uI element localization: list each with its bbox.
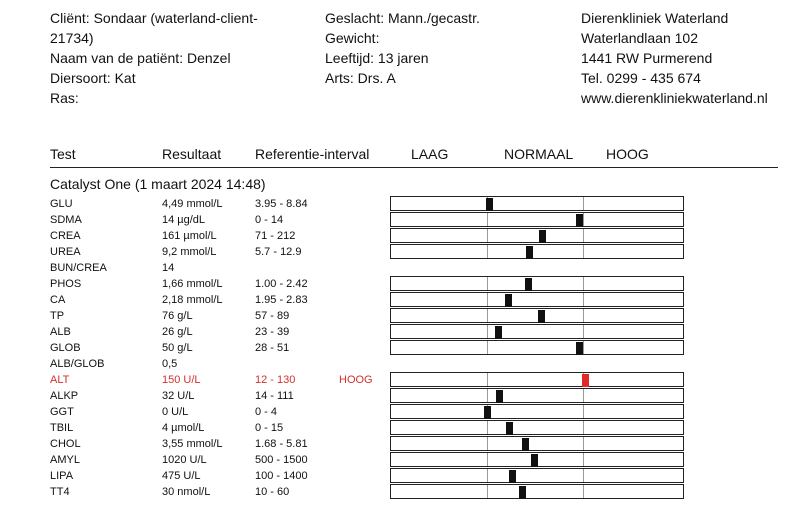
clinic-website: www.dierenkliniekwaterland.nl bbox=[581, 90, 768, 106]
normal-high-divider bbox=[583, 453, 584, 466]
clinic-city: 1441 RW Purmerend bbox=[581, 50, 713, 66]
low-normal-divider bbox=[487, 453, 488, 466]
table-row bbox=[0, 212, 800, 228]
col-range: Referentie-interval bbox=[255, 146, 370, 162]
range-bar bbox=[390, 212, 684, 227]
weight: Gewicht: bbox=[325, 30, 380, 46]
test-name: GLU bbox=[50, 198, 73, 210]
low-normal-divider bbox=[487, 389, 488, 402]
test-name: ALB/GLOB bbox=[50, 358, 105, 370]
reference-range: 71 - 212 bbox=[255, 230, 296, 242]
header-divider bbox=[50, 167, 778, 168]
table-row bbox=[0, 324, 800, 340]
table-row bbox=[0, 484, 800, 500]
col-test: Test bbox=[50, 146, 76, 162]
table-row bbox=[0, 196, 800, 212]
breed: Ras: bbox=[50, 90, 79, 106]
test-result: 2,18 mmol/L bbox=[162, 294, 223, 306]
table-row bbox=[0, 276, 800, 292]
low-normal-divider bbox=[487, 437, 488, 450]
table-row bbox=[0, 340, 800, 356]
table-row bbox=[0, 356, 800, 372]
normal-high-divider bbox=[583, 469, 584, 482]
animal-info bbox=[325, 8, 480, 88]
test-result: 150 U/L bbox=[162, 374, 201, 386]
test-result: 30 nmol/L bbox=[162, 486, 211, 498]
test-name: GGT bbox=[50, 406, 74, 418]
clinic-phone: Tel. 0299 - 435 674 bbox=[581, 70, 701, 86]
range-bar bbox=[390, 228, 684, 243]
clinic-street: Waterlandlaan 102 bbox=[581, 30, 699, 46]
range-bar bbox=[390, 292, 684, 307]
test-result: 4,49 mmol/L bbox=[162, 198, 223, 210]
range-bar bbox=[390, 244, 684, 259]
range-bar bbox=[390, 436, 684, 451]
normal-high-divider bbox=[583, 389, 584, 402]
table-row bbox=[0, 388, 800, 404]
test-result: 32 U/L bbox=[162, 390, 195, 402]
test-name: GLOB bbox=[50, 342, 81, 354]
reference-range: 28 - 51 bbox=[255, 342, 290, 354]
result-marker bbox=[486, 198, 493, 211]
low-normal-divider bbox=[487, 469, 488, 482]
test-result: 4 µmol/L bbox=[162, 422, 205, 434]
normal-high-divider bbox=[583, 309, 584, 322]
result-marker bbox=[576, 214, 583, 227]
test-result: 26 g/L bbox=[162, 326, 193, 338]
result-marker bbox=[582, 374, 589, 387]
test-result: 161 µmol/L bbox=[162, 230, 217, 242]
test-result: 475 U/L bbox=[162, 470, 201, 482]
table-row bbox=[0, 452, 800, 468]
test-name: UREA bbox=[50, 246, 81, 258]
range-bar bbox=[390, 340, 684, 355]
test-result: 76 g/L bbox=[162, 310, 193, 322]
result-marker bbox=[531, 454, 538, 467]
test-name: ALT bbox=[50, 374, 70, 386]
reference-range: 3.95 - 8.84 bbox=[255, 198, 308, 210]
reference-range: 0 - 15 bbox=[255, 422, 284, 434]
result-marker bbox=[538, 310, 545, 323]
test-result: 14 µg/dL bbox=[162, 214, 206, 226]
patient-name: Naam van de patiënt: Denzel bbox=[50, 50, 231, 66]
result-marker bbox=[576, 342, 583, 355]
reference-range: 0 - 14 bbox=[255, 214, 284, 226]
test-name: TBIL bbox=[50, 422, 74, 434]
species: Diersoort: Kat bbox=[50, 70, 136, 86]
section-title: Catalyst One (1 maart 2024 14:48) bbox=[50, 176, 266, 192]
normal-high-divider bbox=[583, 245, 584, 258]
normal-high-divider bbox=[583, 197, 584, 210]
low-normal-divider bbox=[487, 229, 488, 242]
reference-range: 23 - 39 bbox=[255, 326, 290, 338]
low-normal-divider bbox=[487, 325, 488, 338]
reference-range: 12 - 130 bbox=[255, 374, 296, 386]
range-bar bbox=[390, 276, 684, 291]
range-bar bbox=[390, 484, 684, 499]
result-marker bbox=[495, 326, 502, 339]
test-name: CHOL bbox=[50, 438, 81, 450]
test-result: 1,66 mmol/L bbox=[162, 278, 223, 290]
table-row bbox=[0, 420, 800, 436]
test-result: 14 bbox=[162, 262, 175, 274]
low-normal-divider bbox=[487, 421, 488, 434]
table-row bbox=[0, 404, 800, 420]
result-marker bbox=[522, 438, 529, 451]
result-marker bbox=[509, 470, 516, 483]
normal-high-divider bbox=[583, 485, 584, 498]
result-marker bbox=[526, 246, 533, 259]
reference-range: 57 - 89 bbox=[255, 310, 290, 322]
reference-range: 1.00 - 2.42 bbox=[255, 278, 308, 290]
table-row bbox=[0, 468, 800, 484]
test-result: 0,5 bbox=[162, 358, 178, 370]
test-name: TT4 bbox=[50, 486, 70, 498]
range-bar bbox=[390, 420, 684, 435]
table-row bbox=[0, 244, 800, 260]
low-normal-divider bbox=[487, 245, 488, 258]
table-row bbox=[0, 292, 800, 308]
reference-range: 1.95 - 2.83 bbox=[255, 294, 308, 306]
test-name: TP bbox=[50, 310, 65, 322]
table-row bbox=[0, 436, 800, 452]
reference-range: 500 - 1500 bbox=[255, 454, 308, 466]
result-marker bbox=[505, 294, 512, 307]
client-name: Cliënt: Sondaar (waterland-client- bbox=[50, 10, 258, 26]
test-result: 0 U/L bbox=[162, 406, 189, 418]
result-marker bbox=[539, 230, 546, 243]
test-name: AMYL bbox=[50, 454, 80, 466]
result-marker bbox=[519, 486, 526, 499]
low-normal-divider bbox=[487, 277, 488, 290]
result-marker bbox=[484, 406, 491, 419]
low-normal-divider bbox=[487, 341, 488, 354]
table-row bbox=[0, 260, 800, 276]
reference-range: 0 - 4 bbox=[255, 406, 278, 418]
test-result: 1020 U/L bbox=[162, 454, 207, 466]
col-normal: NORMAAL bbox=[504, 146, 574, 162]
result-marker bbox=[506, 422, 513, 435]
age: Leeftijd: 13 jaren bbox=[325, 50, 429, 66]
normal-high-divider bbox=[583, 277, 584, 290]
test-name: ALB bbox=[50, 326, 71, 338]
result-marker bbox=[525, 278, 532, 291]
normal-high-divider bbox=[583, 421, 584, 434]
normal-high-divider bbox=[583, 293, 584, 306]
reference-range: 5.7 - 12.9 bbox=[255, 246, 302, 258]
low-normal-divider bbox=[487, 213, 488, 226]
normal-high-divider bbox=[583, 213, 584, 226]
clinic-info bbox=[581, 8, 768, 108]
test-name: PHOS bbox=[50, 278, 82, 290]
col-low: LAAG bbox=[411, 146, 449, 162]
low-normal-divider bbox=[487, 309, 488, 322]
normal-high-divider bbox=[583, 325, 584, 338]
test-name: SDMA bbox=[50, 214, 82, 226]
sex: Geslacht: Mann./gecastr. bbox=[325, 10, 480, 26]
col-high: HOOG bbox=[606, 146, 649, 162]
table-row bbox=[0, 228, 800, 244]
range-bar bbox=[390, 468, 684, 483]
reference-range: 14 - 111 bbox=[255, 390, 294, 402]
test-name: BUN/CREA bbox=[50, 262, 107, 274]
reference-range: 1.68 - 5.81 bbox=[255, 438, 308, 450]
test-result: 9,2 mmol/L bbox=[162, 246, 217, 258]
test-name: CA bbox=[50, 294, 66, 306]
range-bar bbox=[390, 404, 684, 419]
clinic-name: Dierenkliniek Waterland bbox=[581, 10, 729, 26]
test-result: 3,55 mmol/L bbox=[162, 438, 223, 450]
normal-high-divider bbox=[583, 229, 584, 242]
range-bar bbox=[390, 324, 684, 339]
range-bar bbox=[390, 452, 684, 467]
low-normal-divider bbox=[487, 373, 488, 386]
result-flag: HOOG bbox=[339, 374, 373, 386]
low-normal-divider bbox=[487, 485, 488, 498]
test-result: 50 g/L bbox=[162, 342, 193, 354]
range-bar bbox=[390, 388, 684, 403]
range-bar bbox=[390, 308, 684, 323]
normal-high-divider bbox=[583, 341, 584, 354]
col-result: Resultaat bbox=[162, 146, 222, 162]
table-row bbox=[0, 372, 800, 388]
client-info bbox=[50, 8, 258, 108]
range-bar bbox=[390, 196, 684, 211]
range-bar bbox=[390, 372, 684, 387]
result-marker bbox=[496, 390, 503, 403]
normal-high-divider bbox=[583, 405, 584, 418]
normal-high-divider bbox=[583, 437, 584, 450]
low-normal-divider bbox=[487, 293, 488, 306]
test-name: ALKP bbox=[50, 390, 79, 402]
reference-range: 10 - 60 bbox=[255, 486, 290, 498]
test-name: LIPA bbox=[50, 470, 74, 482]
table-row bbox=[0, 308, 800, 324]
reference-range: 100 - 1400 bbox=[255, 470, 308, 482]
test-name: CREA bbox=[50, 230, 81, 242]
vet: Arts: Drs. A bbox=[325, 70, 396, 86]
client-id: 21734) bbox=[50, 30, 94, 46]
